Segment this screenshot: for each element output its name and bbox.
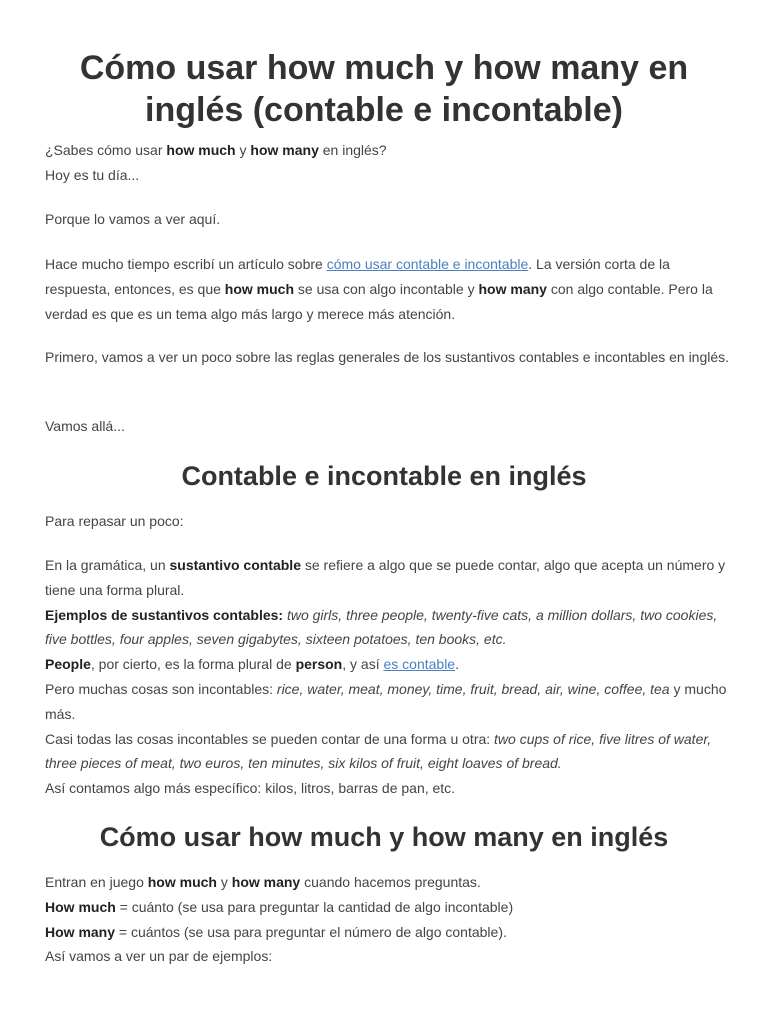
people-bold: People <box>45 656 91 673</box>
section-heading-como-usar: Cómo usar how much y how many en inglés <box>99 822 669 852</box>
people-text: . <box>455 656 459 673</box>
primero-paragraph: Primero, vamos a ver un poco sobre las reglas generales de los sustantivos contables e incontables en inglés. <box>45 349 730 365</box>
gramatica-text: En la gramática, un <box>45 557 170 573</box>
how-many-definition: = cuántos (se usa para preguntar el número de algo contable). <box>115 923 507 940</box>
repasar-paragraph: Para repasar un poco: <box>45 513 184 529</box>
contable-incontable-link[interactable]: cómo usar contable e incontable <box>326 256 529 272</box>
pero-text: y mucho más. <box>45 680 727 722</box>
intro-text: ¿Sabes cómo usar <box>45 142 167 158</box>
gramatica-text: se refiere a algo que se puede contar, algo que acepta un número y tiene una forma plural. <box>45 557 726 598</box>
hace-text: se usa con algo incontable y <box>294 280 479 297</box>
asi-contamos-text: Así contamos algo más específico: kilos, litros, barras de pan, etc. <box>45 780 456 797</box>
article-title: Cómo usar how much y how many en inglés (contable e incontable) <box>79 49 689 129</box>
casi-examples: two cups of rice, five litres of water, three pieces of meat, two euros, ten minutes, six kilos of fruit, eight loaves of bread. <box>45 730 712 772</box>
intro-text: en inglés? <box>318 142 387 158</box>
ejemplos-items: two girls, three people, twenty-five cats, a million dollars, two cookies, five bottles, four apples, seven gigabytes, sixteen potatoes, ten books, etc. <box>45 606 718 648</box>
people-text: , y así <box>342 656 384 673</box>
casi-text: Casi todas las cosas incontables se pueden contar de una forma u otra: <box>45 730 495 747</box>
how-many-bold: how many <box>478 280 547 297</box>
incontables-list: rice, water, meat, money, time, fruit, bread, air, wine, coffee, tea <box>276 680 670 697</box>
how-much-bold: how much <box>147 874 217 890</box>
how-many-bold: how many <box>231 874 301 890</box>
pero-text: Pero muchas cosas son incontables: <box>45 680 277 697</box>
vamos-alla-paragraph: Vamos allá... <box>45 418 125 434</box>
entran-text: Entran en juego <box>45 874 148 890</box>
es-contable-link[interactable]: es contable <box>383 656 456 673</box>
asi-vamos-text: Así vamos a ver un par de ejemplos: <box>45 948 273 965</box>
definitions-paragraph <box>45 553 730 801</box>
intro-text: y <box>235 142 251 158</box>
ejemplos-label: Ejemplos de sustantivos contables: <box>45 606 284 623</box>
how-many-bold: how many <box>250 142 319 158</box>
people-text: , por cierto, es la forma plural de <box>90 656 296 673</box>
intro-line-2: Hoy es tu día... <box>45 166 140 183</box>
porque-paragraph: Porque lo vamos a ver aquí. <box>45 211 221 227</box>
how-many-term: How many <box>45 923 116 940</box>
how-much-many-paragraph <box>45 870 730 969</box>
how-much-definition: = cuánto (se usa para preguntar la cantidad de algo incontable) <box>115 898 514 915</box>
hace-text: . La versión corta de la respuesta, entonces, es que <box>45 256 670 297</box>
how-much-bold: how much <box>224 280 295 297</box>
hace-text: con algo contable. Pero la verdad es que es un tema algo más largo y merece más atención. <box>45 280 713 322</box>
intro-paragraph <box>45 138 730 188</box>
section-heading-contable: Contable e incontable en inglés <box>181 461 587 491</box>
person-bold: person <box>295 656 343 673</box>
entran-text: y <box>216 874 232 890</box>
hace-paragraph <box>45 252 730 326</box>
how-much-term: How much <box>45 898 116 915</box>
entran-text: cuando hacemos preguntas. <box>300 874 481 890</box>
sustantivo-contable-bold: sustantivo contable <box>169 557 301 573</box>
hace-text: Hace mucho tiempo escribí un artículo sobre <box>45 256 327 272</box>
how-much-bold: how much <box>166 142 236 158</box>
